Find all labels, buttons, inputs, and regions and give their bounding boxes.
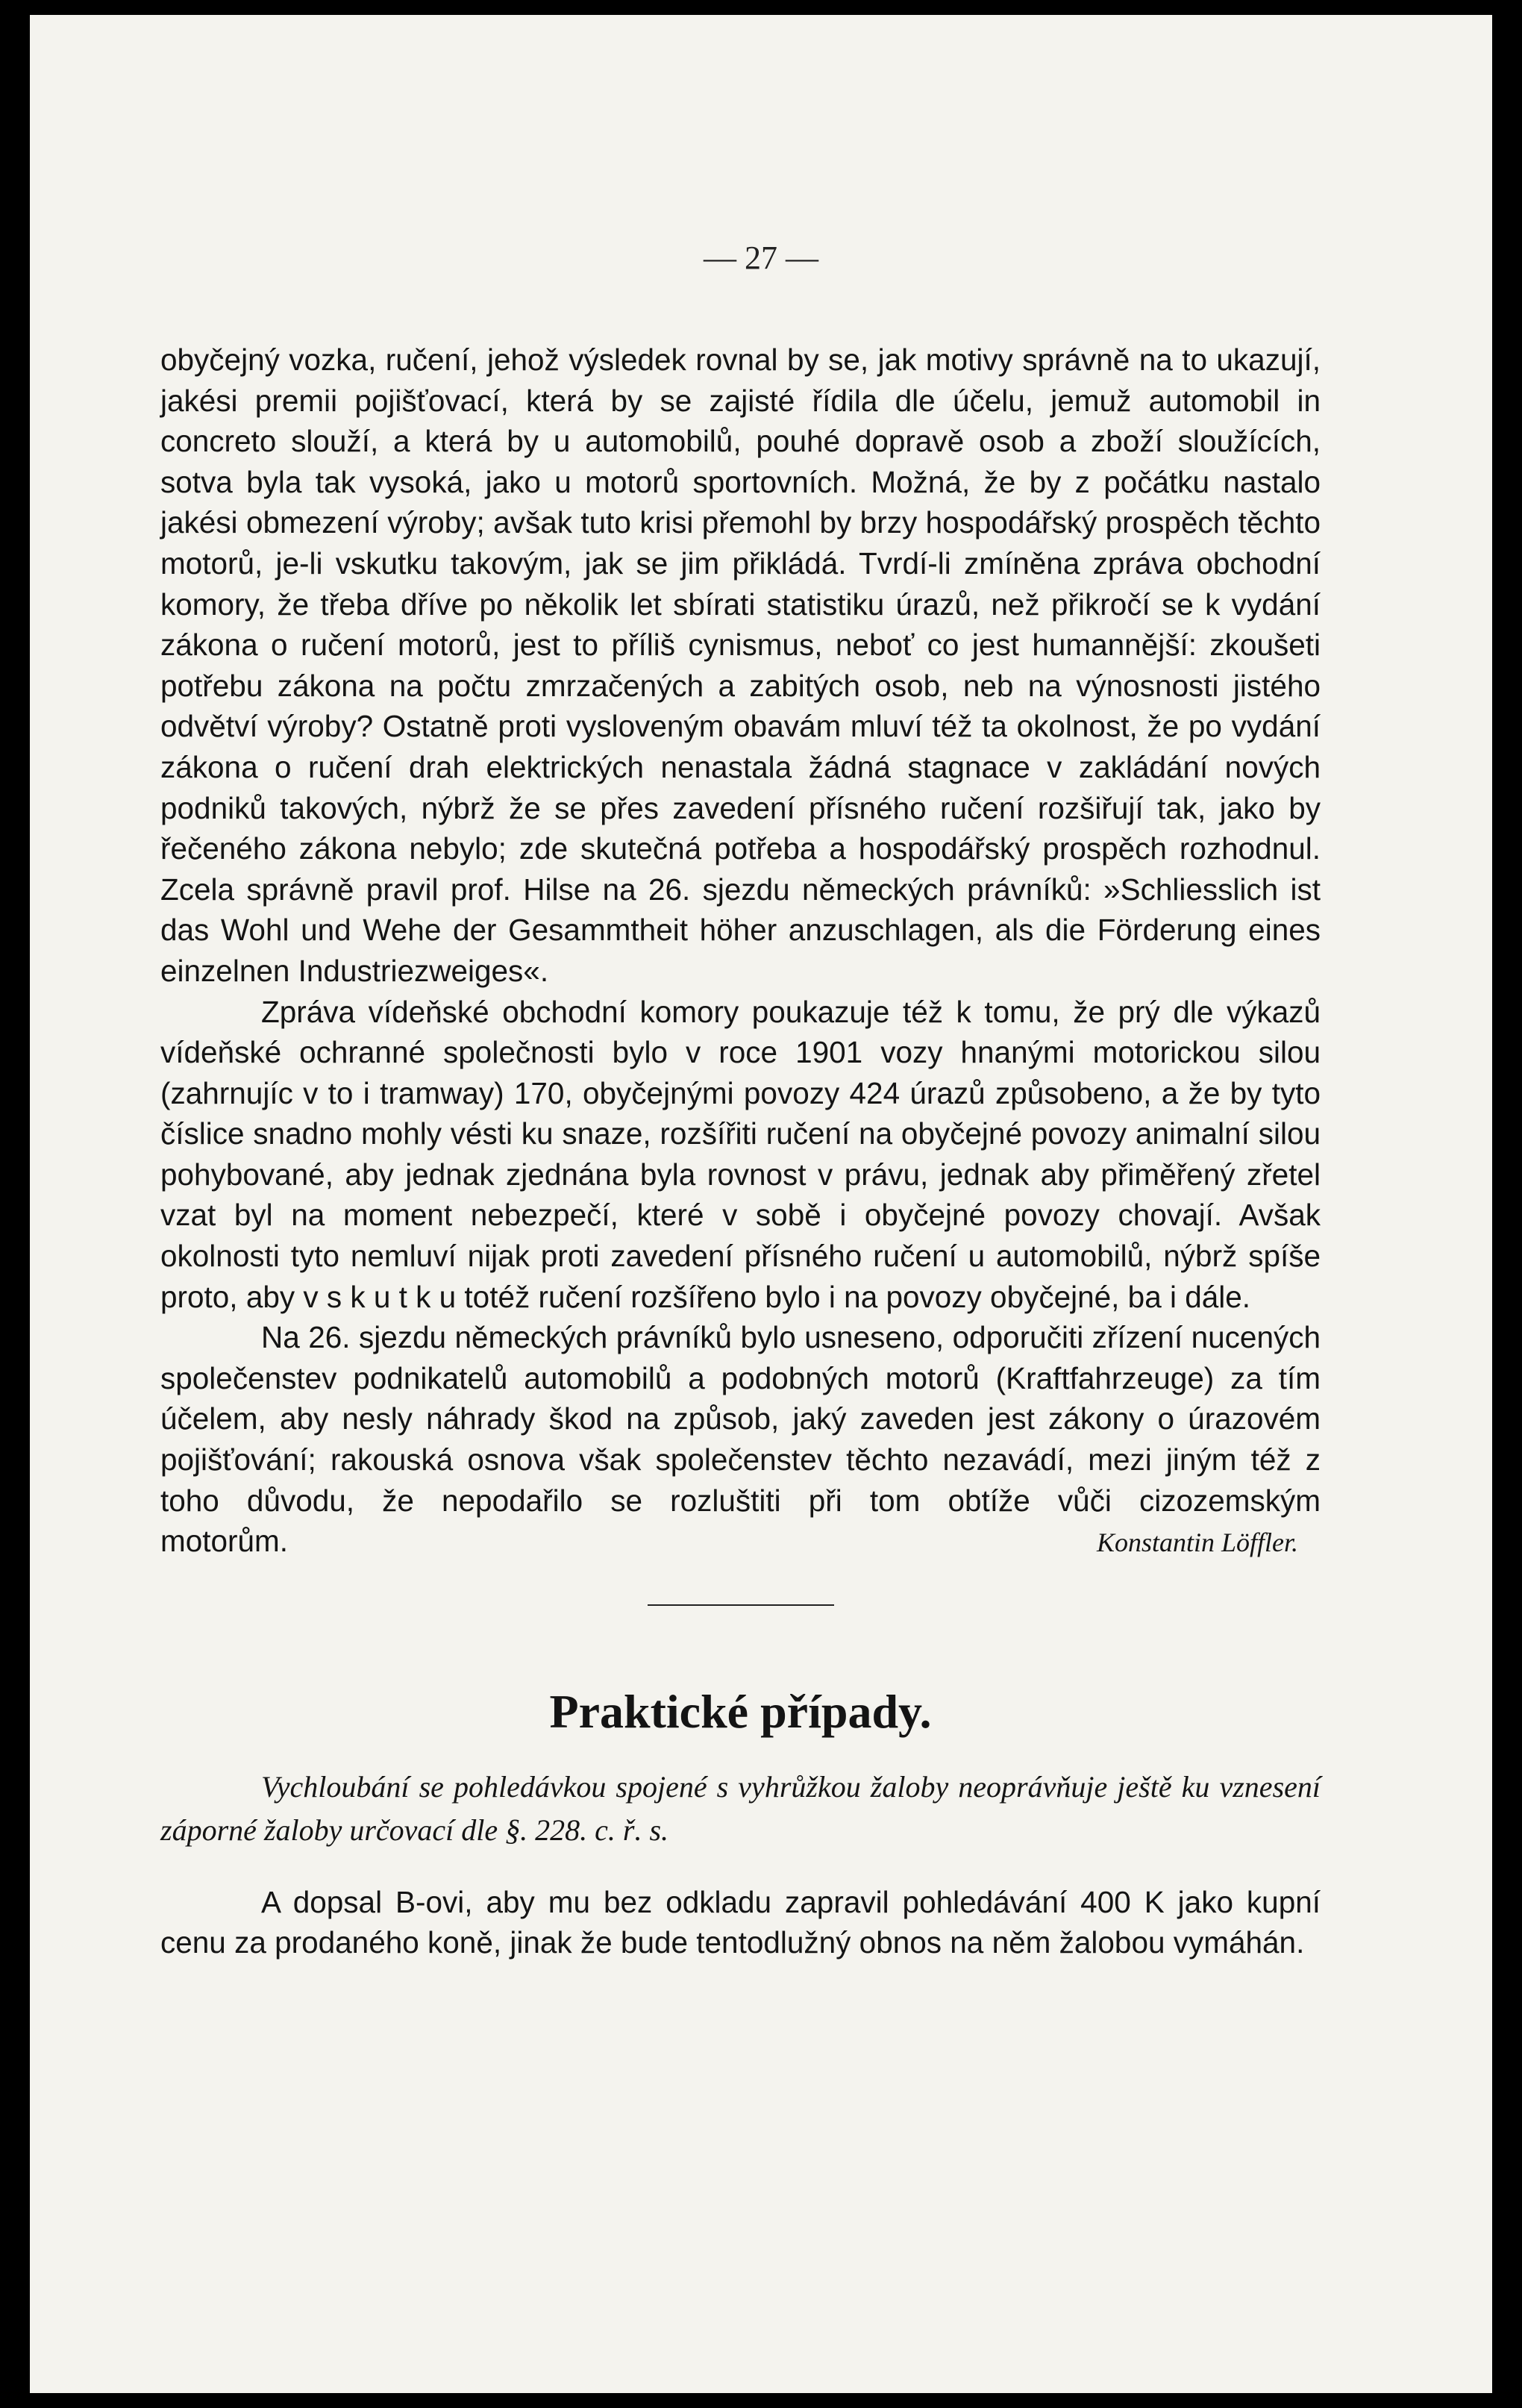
- scanned-page: [30, 15, 1492, 2393]
- case-subtitle: Vychloubání se pohledávkou spojené s vyhrůžkou žaloby neoprávňuje ještě ku vznesení záporné žaloby určovací dle §. 228. c. ř. s.: [160, 1769, 1321, 1847]
- paragraph-2: Zpráva vídeňské obchodní komory poukazuje též k tomu, že prý dle výkazů vídeňské ochranné společnosti bylo v roce 1901 vozy hnanými motorickou silou (zahrnujíc v to i tramway) 170, obyčejnými povozy 424 úrazů způsobeno, a že by tyto číslice snadno mohly vésti ku snaze, rozšířiti ručení na obyčejné povozy animalní silou pohybované, aby jednak zjednána byla rovnost v právu, jednak aby přiměřený zřetel vzat byl na moment nebezpečí, které v sobě i obyčejné povozy chovají. Avšak okolnosti tyto nemluví nijak proti zavedení přísného ručení u automobilů, nýbrž spíše proto, aby v s k u t k u totéž ručení rozšířeno bylo i na povozy obyčejné, ba i dále.: [160, 994, 1321, 1314]
- section-title: Praktické případy.: [549, 1684, 932, 1738]
- page-body: [160, 340, 1321, 1963]
- paragraph-3: Na 26. sjezdu německých právníků bylo usneseno, odporučiti zřízení nucených společenstev podnikatelů automobilů a podobných motorů (Kraftfahrzeuge) za tím účelem, aby nesly náhrady škod na způsob, jaký zaveden jest zákony o úrazovém pojišťování; rakouská osnova však společenstev těchto nezavádí, mezi jiným též z toho důvodu, že nepodařilo se rozluštiti při tom obtíže vůči cizozemským: [160, 1320, 1321, 1518]
- paragraph-1: obyčejný vozka, ručení, jehož výsledek rovnal by se, jak motivy správně na to ukazují, jakési premii pojišťovací, která by se zajisté řídila dle účelu, jemuž automobil in concreto slouží, a která by u automobilů, pouhé dopravě osob a zboží sloužících, sotva byla tak vysoká, jako u motorů sportovních. Možná, že by z počátku nastalo jakési obmezení výroby; avšak tuto krisi přemohl by brzy hospodářský prospěch těchto motorů, je-li vskutku takovým, jak se jim přikládá. Tvrdí-li zmíněna zpráva obchodní komory, že třeba dříve po několik let sbírati statistiku úrazů, než přikročí se k vydání zákona o ručení motorů, jest to příliš cynismus, neboť co jest humannější: zkoušeti potřebu zákona na počtu zmrzačených a zabitých osob, neb na výnosnosti jistého odvětví výroby? Ostatně proti vysloveným obavám mluví též ta okolnost, že po vydání zákona o ručení drah elektrických nenastala žádná stagnace v zakládání nových podniků takových, nýbrž že se přes zavedení přísného ručení rozšiřují tak, jako by řečeného zákona nebylo; zde skutečná potřeba a hospodářský prospěch rozhodnul. Zcela správně pravil prof. Hilse na 26. sjezdu německých právníků: »Schliesslich ist das Wohl und Wehe der Gesammtheit höher anzuschlagen, als die Förderung eines einzelnen Industriezweiges«.: [160, 343, 1321, 988]
- case-paragraph: A dopsal B-ovi, aby mu bez odkladu zapravil pohledávání 400 K jako kupní cenu za prodaného koně, jinak že bude tentodlužný obnos na něm žalobou vymáhán.: [160, 1884, 1321, 1960]
- paragraph-3-closing-line: [160, 1521, 1321, 1563]
- section-divider: [648, 1604, 834, 1606]
- page-number: — 27 —: [704, 240, 818, 276]
- author-signature: Konstantin Löffler.: [1096, 1527, 1298, 1558]
- paragraph-3-last-word: motorům.: [160, 1524, 289, 1559]
